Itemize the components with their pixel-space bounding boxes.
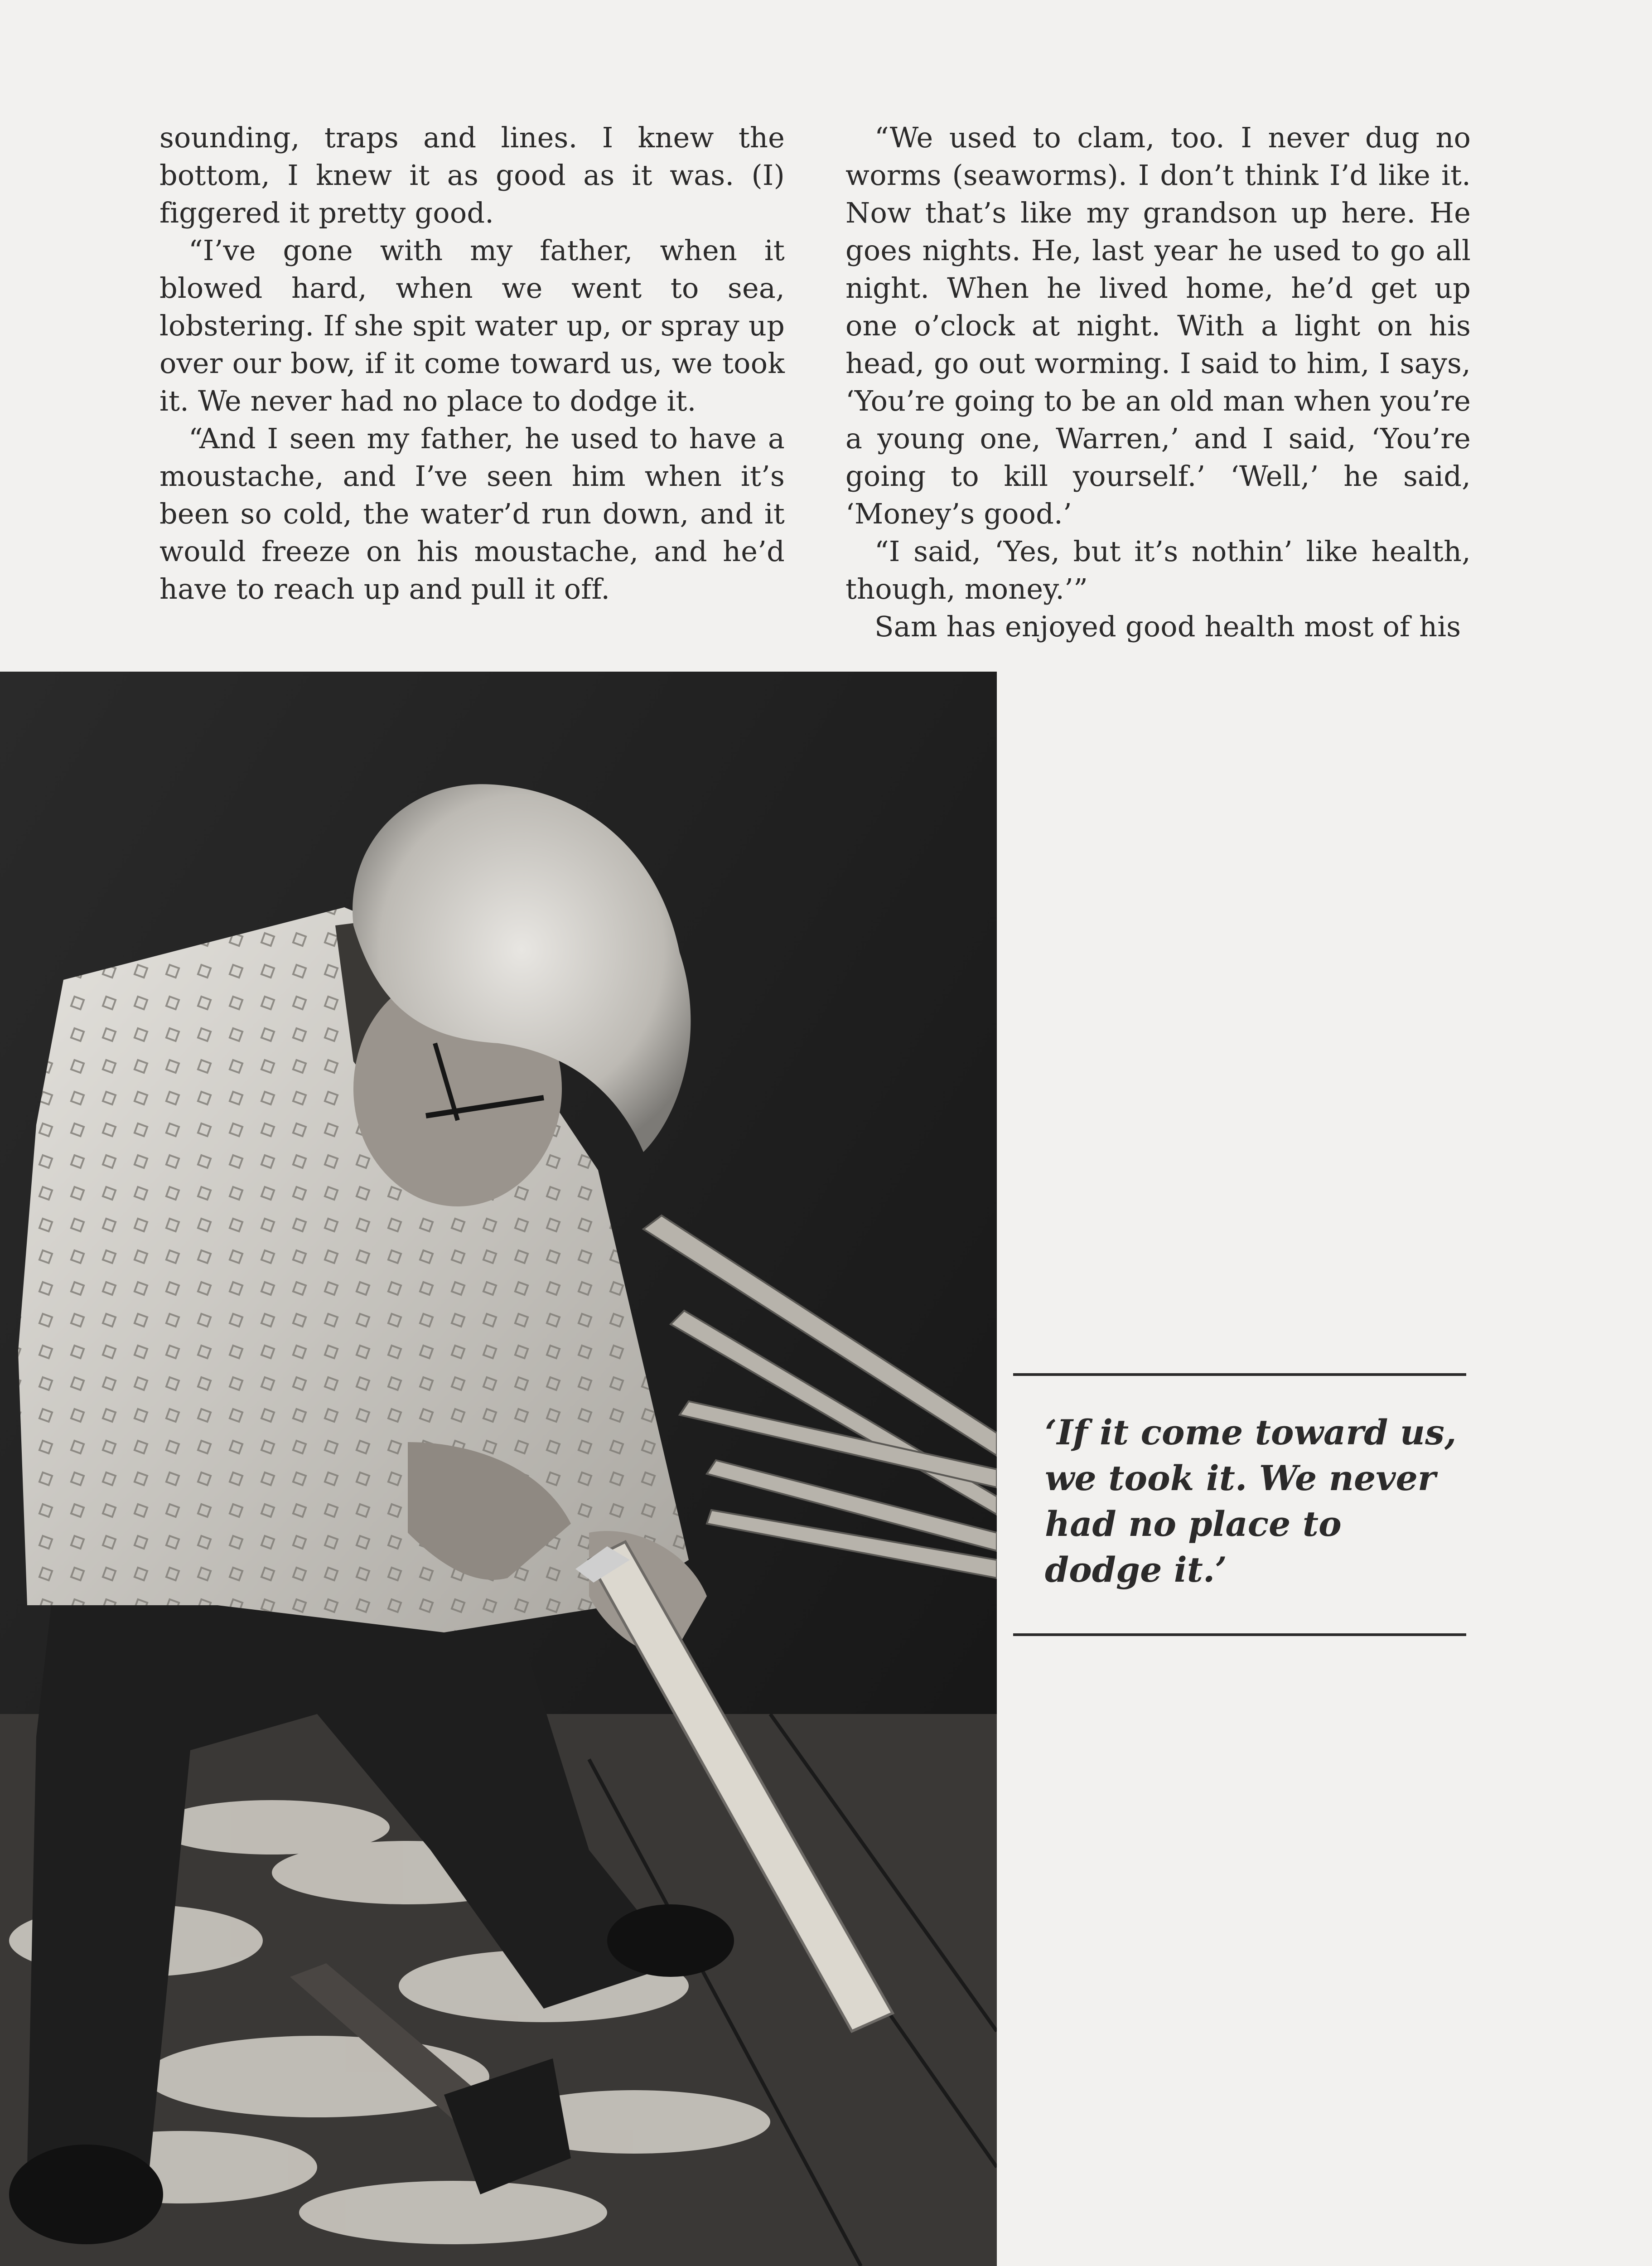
article-paragraph: Sam has enjoyed good health most of his	[874, 610, 1461, 643]
photo-man-whittling	[0, 672, 997, 2266]
article-column-left	[159, 119, 785, 608]
article-paragraph: “We used to clam, too. I never dug no worms (seaworms). I don’t think I’d like it. Now that’s like my grandson up here. He goes nights. He, last year he used to go all night. When he lived home, he’d get up one o’clock at night. With a light on his head, go out worming. I said to him, I says, ‘You’re going to be an old man when you’re a young one, Warren,’ and I said, ‘You’re going to kill yourself.’ ‘Well,’ he said, ‘Money’s good.’	[845, 121, 1471, 530]
article-paragraph: “I’ve gone with my father, when it blowed hard, when we went to sea, lobstering. If she spit water up, or spray up over our bow, if it come toward us, we took it. We never had no place to dodge it.	[159, 234, 785, 417]
article-paragraph: “I said, ‘Yes, but it’s nothin’ like health, though, money.’”	[845, 535, 1471, 605]
article-paragraph: sounding, traps and lines. I knew the bottom, I knew it as good as it was. (I) figgered it pretty good.	[159, 121, 785, 229]
article-paragraph: “And I seen my father, he used to have a moustache, and I’ve seen him when it’s been so cold, the water’d run down, and it would freeze on his moustache, and he’d have to reach up and pull it off.	[159, 422, 785, 605]
pull-quote: ‘If it come toward us, we took it. We never had no place to dodge it.’	[1045, 1412, 1457, 1590]
pull-quote-rule-top	[1013, 1373, 1466, 1376]
pull-quote-rule-bottom	[1013, 1633, 1466, 1636]
article-column-right	[845, 119, 1471, 645]
